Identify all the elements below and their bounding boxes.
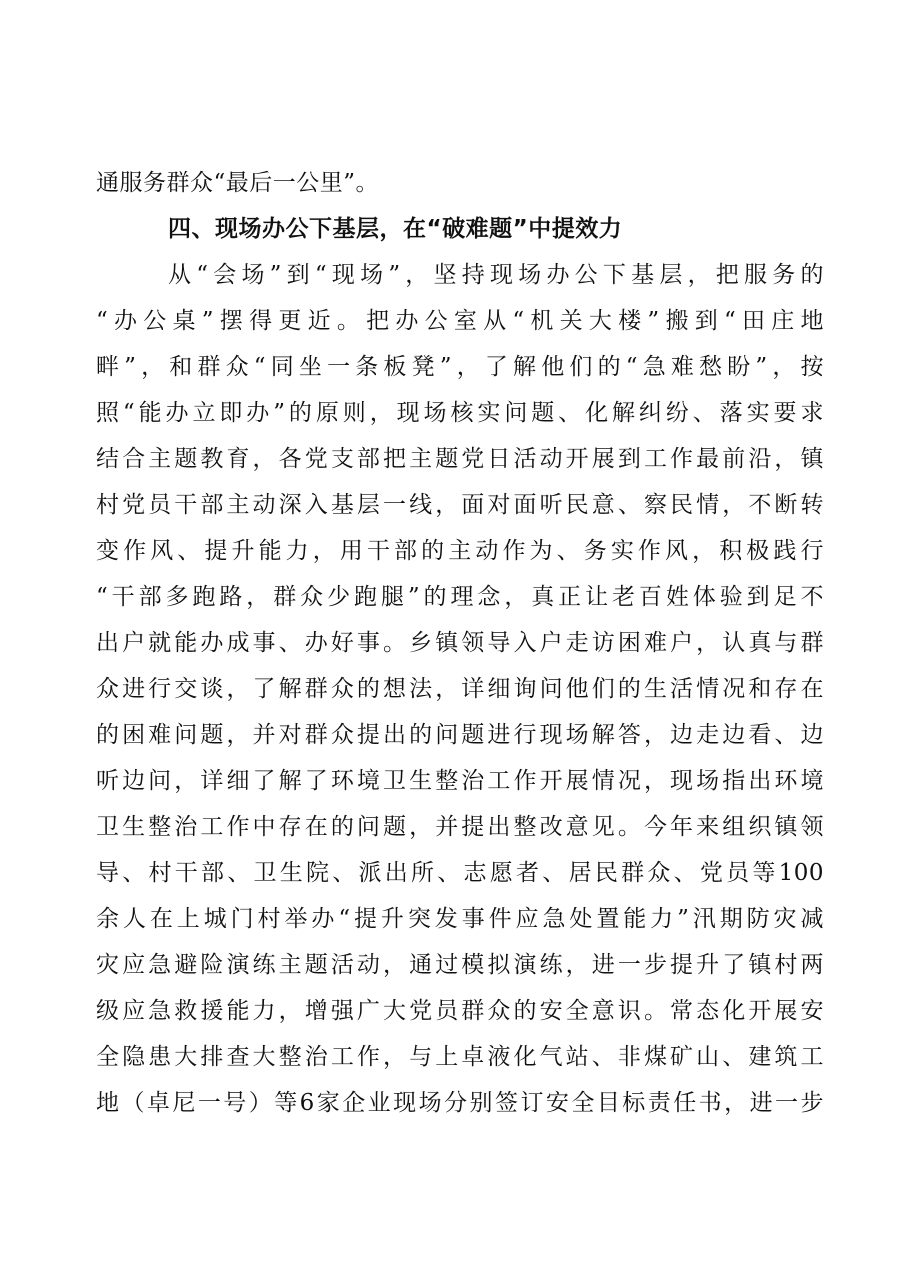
paragraph-line: 从“会场”到“现场”，坚持现场办公下基层，把服务的	[168, 262, 824, 288]
paragraph-line: 照“能办立即办”的原则，现场核实问题、化解纠纷、落实要求	[96, 400, 824, 426]
paragraph-line: 听边问，详细了解了环境卫生整治工作开展情况，现场指出环境	[96, 768, 824, 794]
paragraph-line: 导、村干部、卫生院、派出所、志愿者、居民群众、党员等100	[96, 860, 824, 886]
paragraph-line: 级应急救援能力，增强广大党员群众的安全意识。常态化开展安	[96, 998, 824, 1024]
paragraph-line: 灾应急避险演练主题活动，通过模拟演练，进一步提升了镇村两	[96, 952, 824, 978]
paragraph-line: 全隐患大排查大整治工作，与上卓液化气站、非煤矿山、建筑工	[96, 1044, 824, 1070]
paragraph-line: 的困难问题，并对群众提出的问题进行现场解答，边走边看、边	[96, 722, 824, 748]
paragraph-line: “干部多跑路，群众少跑腿”的理念，真正让老百姓体验到足不	[96, 584, 824, 610]
section-heading: 四、现场办公下基层，在“破难题”中提效力	[168, 216, 623, 242]
paragraph-line: 出户就能办成事、办好事。乡镇领导入户走访困难户，认真与群	[96, 630, 824, 656]
paragraph-line: 卫生整治工作中存在的问题，并提出整改意见。今年来组织镇领	[96, 814, 824, 840]
paragraph-line: 余人在上城门村举办“提升突发事件应急处置能力”汛期防灾减	[96, 906, 824, 932]
paragraph-line: 地（卓尼一号）等6家企业现场分别签订安全目标责任书，进一步	[96, 1090, 824, 1116]
paragraph-line: 村党员干部主动深入基层一线，面对面听民意、察民情，不断转	[96, 492, 824, 518]
document-body	[96, 160, 824, 1126]
paragraph-line: 众进行交谈，了解群众的想法，详细询问他们的生活情况和存在	[96, 676, 824, 702]
paragraph-line: “办公桌”摆得更近。把办公室从“机关大楼”搬到“田庄地	[96, 308, 824, 334]
paragraph-line: 变作风、提升能力，用干部的主动作为、务实作风，积极践行	[96, 538, 824, 564]
paragraph-line: 畔”，和群众“同坐一条板凳”，了解他们的“急难愁盼”，按	[96, 354, 824, 380]
paragraph-line: 通服务群众“最后一公里”。	[96, 170, 380, 196]
paragraph-line: 结合主题教育，各党支部把主题党日活动开展到工作最前沿，镇	[96, 446, 824, 472]
